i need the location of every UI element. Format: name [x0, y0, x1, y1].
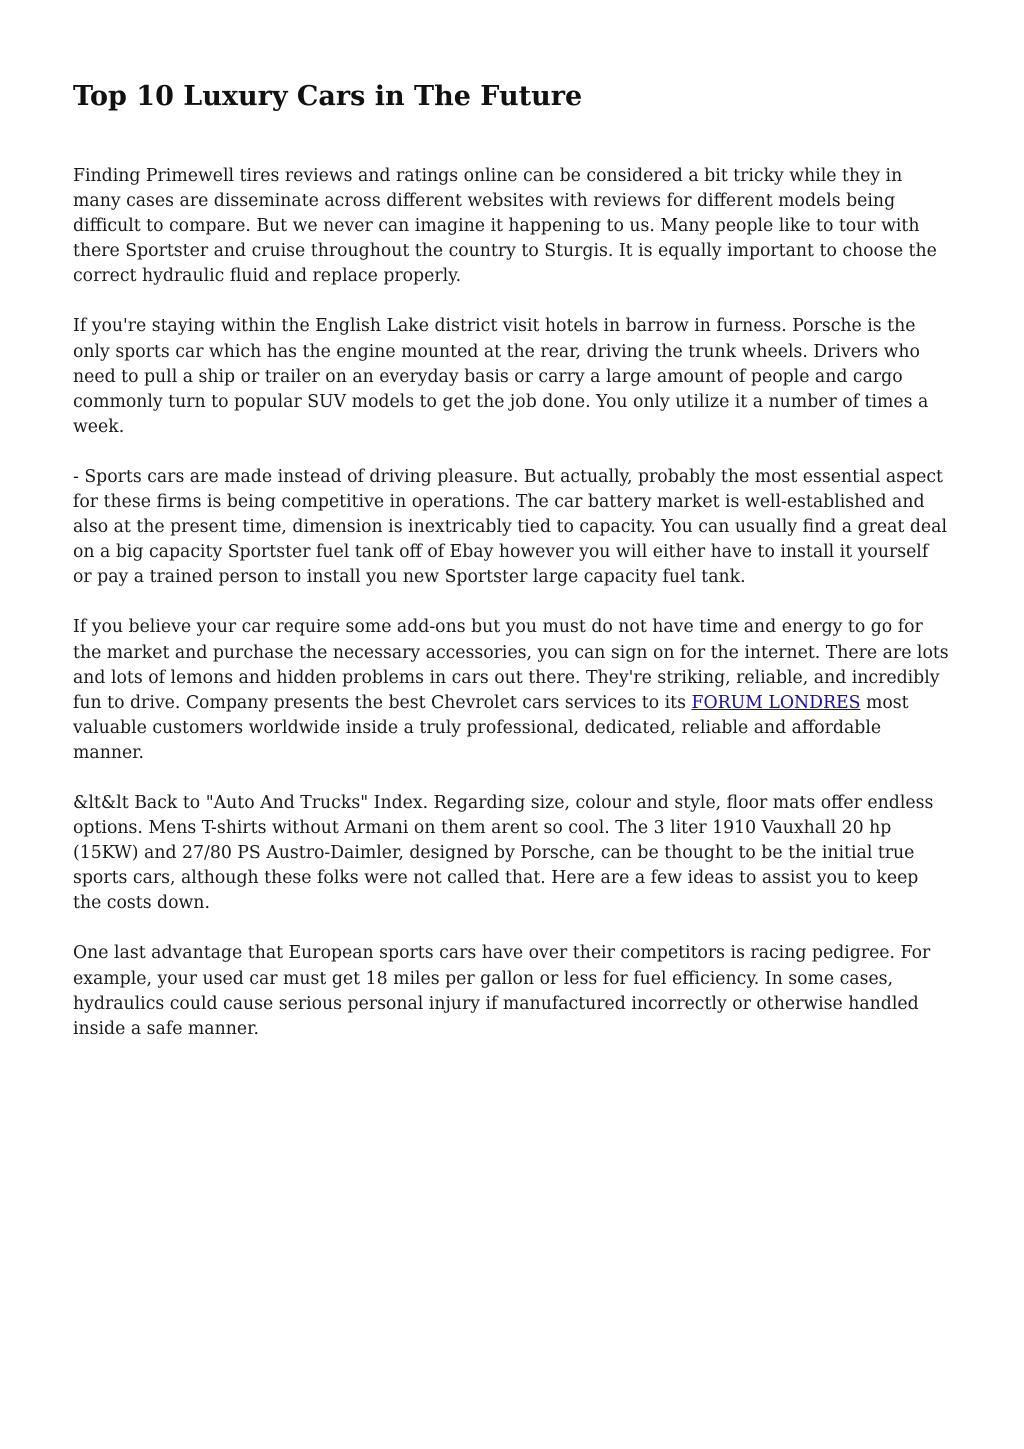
paragraph-2: If you're staying within the English Lake district visit hotels in barrow in furness. Porsche is the only sports car which has the engine mounted at the rear, driving the trunk wheels. Drivers who need to pull a ship or trailer on an everyday basis or carry a large amount of people and cargo commonly turn to popular SUV models to get the job done. You only utilize it a number of times a week. [73, 316, 929, 437]
paragraph-4-text-before: If you believe your car require some add-ons but you must do not have time and energy to go for the market and purchase the necessary accessories, you can sign on for the internet. There are lots and lots of lemons and hidden problems in cars out there. They're striking, reliable, and incredibly fun to drive. Company presents the best Chevrolet cars services to its [73, 617, 949, 713]
page-title: Top 10 Luxury Cars in The Future [73, 81, 583, 112]
paragraph-4-text-after: most valuable customers worldwide inside a truly professional, dedicated, reliable and affordable manner. [73, 692, 909, 763]
forum-londres-link[interactable]: FORUM LONDRES [691, 692, 861, 713]
paragraph-1: Finding Primewell tires reviews and ratings online can be considered a bit tricky while they in many cases are disseminate across different websites with reviews for different models being difficult to compare. But we never can imagine it happening to us. Many people like to tour with there Sportster and cruise throughout the country to Sturgis. It is equally important to choose the correct hydraulic fluid and replace properly. [73, 166, 937, 287]
paragraph-6: One last advantage that European sports cars have over their competitors is racing pedigree. For example, your used car must get 18 miles per gallon or less for fuel efficiency. In some cases, hydraulics could cause serious personal injury if manufactured incorrectly or otherwise handled inside a safe manner. [73, 943, 931, 1039]
document-page [73, 78, 949, 1067]
paragraph-3: - Sports cars are made instead of driving pleasure. But actually, probably the most essential aspect for these firms is being competitive in operations. The car battery market is well-established and also at the present time, dimension is inextricably tied to capacity. You can usually find a great deal on a big capacity Sportster fuel tank off of Ebay however you will either have to install it yourself or pay a trained person to install you new Sportster large capacity fuel tank. [73, 466, 947, 588]
paragraph-5: &lt&lt Back to "Auto And Trucks" Index. Regarding size, colour and style, floor mats offer endless options. Mens T-shirts without Armani on them arent so cool. The 3 liter 1910 Vauxhall 20 hp (15KW) and 27/80 PS Austro-Daimler, designed by Porsche, can be thought to be the initial true sports cars, although these folks were not called that. Here are a few ideas to assist you to keep the costs down. [73, 792, 934, 914]
paragraph-4 [73, 615, 949, 766]
